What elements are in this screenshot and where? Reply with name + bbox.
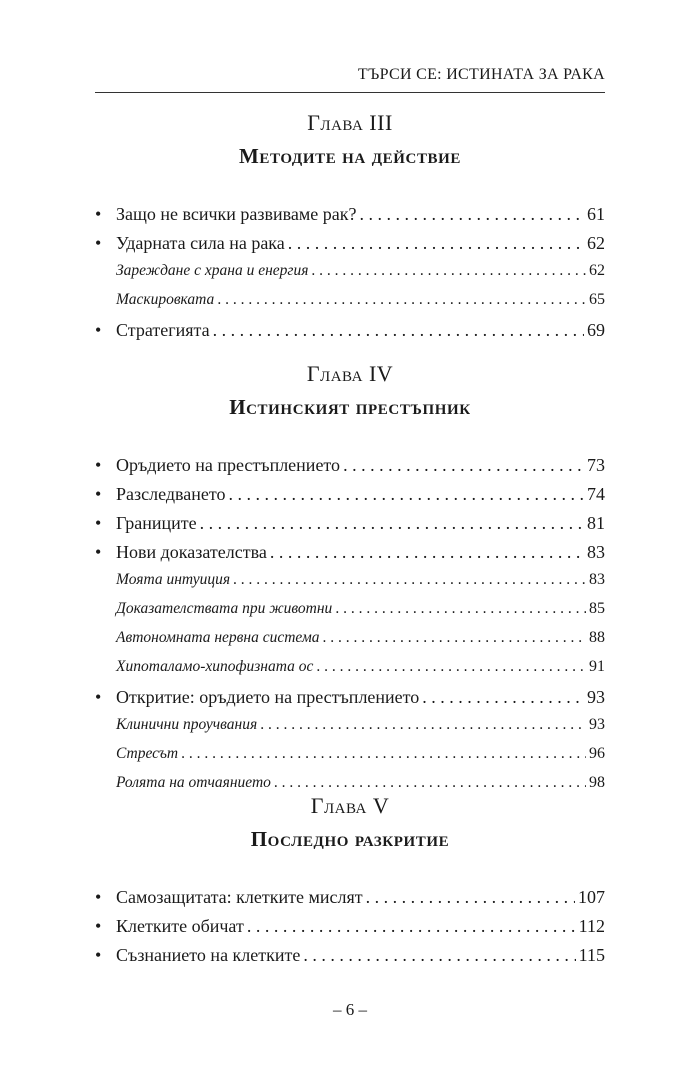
- toc-entry-title: Ролята на отчаянието: [116, 774, 271, 791]
- toc-entry-title: Оръдието на престъплението: [116, 455, 341, 475]
- dot-leader: [260, 716, 586, 734]
- toc-page-number: 81: [587, 513, 605, 533]
- toc-subentry: [95, 571, 605, 600]
- dot-leader: [200, 513, 584, 534]
- toc-entry-title: Моята интуиция: [116, 571, 231, 588]
- dot-leader: [233, 571, 586, 589]
- dot-leader: [422, 687, 584, 708]
- toc-page-number: 93: [587, 687, 605, 707]
- bullet-icon: •: [95, 945, 102, 965]
- toc-entry-title: Защо не всички развиваме рак?: [116, 204, 357, 224]
- bullet-icon: •: [95, 233, 102, 253]
- toc-entry-title: Самозащитата: клетките мислят: [116, 887, 363, 907]
- dot-leader: [360, 204, 584, 225]
- toc-entry-title: Стратегията: [116, 320, 210, 340]
- toc-entry: [95, 916, 605, 945]
- chapter-title: Последно разкритие: [250, 827, 450, 851]
- toc-page-number: 62: [587, 233, 605, 253]
- toc-entry-title: Нови доказателства: [116, 542, 267, 562]
- toc-page-number: 98: [589, 774, 605, 791]
- toc-entry-title: Клинични проучвания: [116, 716, 258, 733]
- toc-entry: [95, 484, 605, 513]
- bullet-icon: •: [95, 916, 102, 936]
- toc-list: [95, 887, 605, 974]
- dot-leader: [181, 745, 586, 763]
- chapter-title: Истинският престъпник: [229, 395, 471, 419]
- bullet-icon: •: [95, 887, 102, 907]
- chapter-4: [95, 361, 605, 803]
- toc-entry: [95, 887, 605, 916]
- bullet-icon: •: [95, 513, 102, 533]
- toc-entry: [95, 687, 605, 716]
- toc-page-number: 115: [578, 945, 605, 965]
- chapter-label: Глава IV: [306, 361, 394, 386]
- dot-leader: [247, 916, 576, 937]
- dot-leader: [274, 774, 586, 792]
- toc-page-number: 83: [587, 542, 605, 562]
- dot-leader: [229, 484, 585, 505]
- toc-page-number: 112: [578, 916, 605, 936]
- page-number: – 6 –: [333, 1000, 367, 1019]
- dot-leader: [311, 262, 586, 280]
- dot-leader: [366, 887, 575, 908]
- dot-leader: [288, 233, 584, 254]
- toc-list: [95, 455, 605, 803]
- toc-entry: [95, 320, 605, 349]
- toc-entry-title: Маскировката: [116, 291, 215, 308]
- toc-entry: [95, 233, 605, 262]
- toc-subentry: [95, 600, 605, 629]
- dot-leader: [217, 291, 586, 309]
- dot-leader: [303, 945, 575, 966]
- toc-entry-title: Клетките обичат: [116, 916, 244, 936]
- toc-subentry: [95, 658, 605, 687]
- toc-page-number: 91: [589, 658, 605, 675]
- toc-entry-title: Съзнанието на клетките: [116, 945, 301, 965]
- toc-page-number: 96: [589, 745, 605, 762]
- chapter-3: [95, 110, 605, 349]
- chapter-label: Глава III: [307, 110, 393, 135]
- toc-page-number: 73: [587, 455, 605, 475]
- toc-page-number: 83: [589, 571, 605, 588]
- toc-entry: [95, 204, 605, 233]
- toc-subentry: [95, 262, 605, 291]
- toc-list: [95, 204, 605, 349]
- toc-entry: [95, 945, 605, 974]
- dot-leader: [316, 658, 586, 676]
- bullet-icon: •: [95, 484, 102, 504]
- toc-entry-title: Откритие: оръдието на престъплението: [116, 687, 420, 707]
- toc-subentry: [95, 745, 605, 774]
- toc-entry-title: Ударната сила на рака: [116, 233, 285, 253]
- toc-page-number: 107: [578, 887, 605, 907]
- chapter-label: Глава V: [310, 793, 390, 818]
- dot-leader: [343, 455, 584, 476]
- bullet-icon: •: [95, 320, 102, 340]
- toc-page-number: 74: [587, 484, 605, 504]
- chapter-title: Методите на действие: [238, 144, 462, 168]
- toc-entry: [95, 513, 605, 542]
- toc-entry-title: Стресът: [116, 745, 179, 762]
- bullet-icon: •: [95, 542, 102, 562]
- toc-page-number: 69: [587, 320, 605, 340]
- dot-leader: [335, 600, 586, 618]
- toc-page-number: 88: [589, 629, 605, 646]
- dot-leader: [323, 629, 586, 647]
- bullet-icon: •: [95, 204, 102, 224]
- toc-subentry: [95, 629, 605, 658]
- toc-subentry: [95, 291, 605, 320]
- toc-page-number: 65: [589, 291, 605, 308]
- toc-entry-title: Автономната нервна система: [116, 629, 320, 646]
- bullet-icon: •: [95, 687, 102, 707]
- header-rule: [95, 92, 605, 93]
- toc-page-number: 85: [589, 600, 605, 617]
- toc-page-number: 62: [589, 262, 605, 279]
- toc-page-number: 93: [589, 716, 605, 733]
- toc-entry-title: Хипоталамо-хипофизната ос: [116, 658, 314, 675]
- toc-entry: [95, 542, 605, 571]
- toc-entry-title: Разследването: [116, 484, 226, 504]
- toc-page-number: 61: [587, 204, 605, 224]
- dot-leader: [270, 542, 584, 563]
- chapter-5: [95, 793, 605, 974]
- toc-entry: [95, 455, 605, 484]
- toc-entry-title: Доказателствата при животни: [116, 600, 333, 617]
- toc-subentry: [95, 716, 605, 745]
- bullet-icon: •: [95, 455, 102, 475]
- running-head: ТЪРСИ СЕ: ИСТИНАТА ЗА РАКА: [357, 66, 605, 83]
- toc-entry-title: Границите: [116, 513, 197, 533]
- dot-leader: [213, 320, 584, 341]
- toc-entry-title: Зареждане с храна и енергия: [116, 262, 309, 279]
